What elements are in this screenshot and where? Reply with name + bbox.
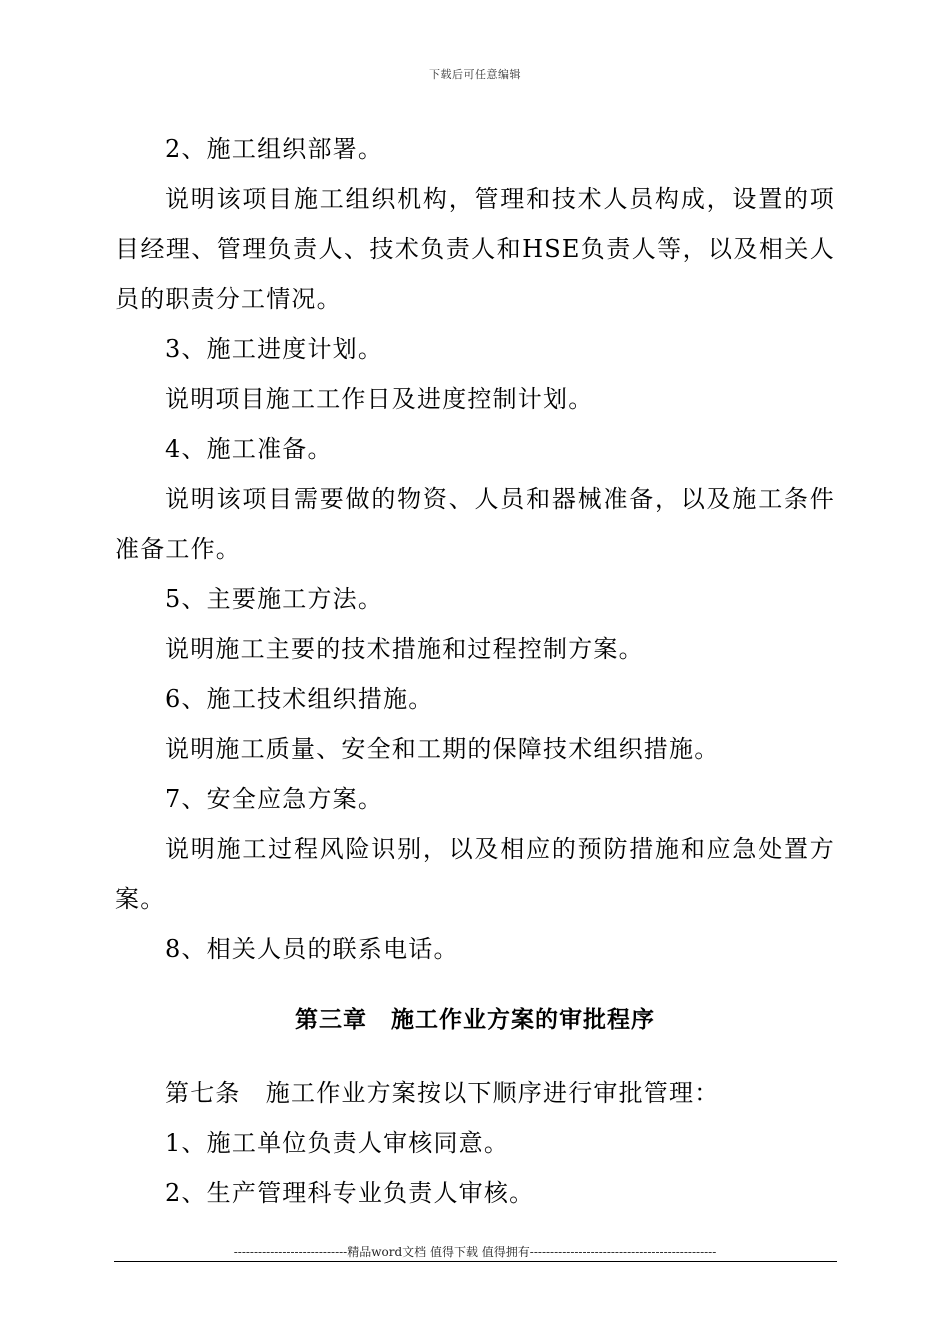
chapter-title: 第三章 施工作业方案的审批程序 xyxy=(295,1007,655,1033)
section-description-3: 说明项目施工工作日及进度控制计划。 xyxy=(165,385,594,413)
section-item-5: 5、主要施工方法。 xyxy=(165,585,384,613)
section-description-6: 说明施工质量、安全和工期的保障技术组织措施。 xyxy=(165,735,720,763)
footer-divider xyxy=(114,1261,837,1262)
section-item-4: 4、施工准备。 xyxy=(165,435,333,463)
section-item-6: 6、施工技术组织措施。 xyxy=(165,685,434,713)
section-item-3: 3、施工进度计划。 xyxy=(165,335,384,363)
approval-step-1: 1、施工单位负责人审核同意。 xyxy=(165,1129,510,1157)
page-header-note: 下载后可任意编辑 xyxy=(429,68,521,81)
approval-step-2: 2、生产管理科专业负责人审核。 xyxy=(165,1179,535,1207)
section-item-2: 2、施工组织部署。 xyxy=(165,135,384,163)
section-description-7: 说明施工过程风险识别，以及相应的预防措施和应急处置方案。 xyxy=(115,835,835,913)
page-footer-text: ----------------------------精品word文档 值得下载 值得拥有---------------------------------------------- xyxy=(233,1245,717,1259)
section-description-2: 说明该项目施工组织机构，管理和技术人员构成，设置的项目经理、管理负责人、技术负责人和HSE负责人等，以及相关人员的职责分工情况。 xyxy=(115,185,835,313)
section-description-4: 说明该项目需要做的物资、人员和器械准备，以及施工条件准备工作。 xyxy=(115,485,835,563)
section-item-8: 8、相关人员的联系电话。 xyxy=(165,935,459,963)
document-body xyxy=(115,124,835,1218)
section-description-5: 说明施工主要的技术措施和过程控制方案。 xyxy=(165,635,644,663)
article-seven: 第七条 施工作业方案按以下顺序进行审批管理： xyxy=(165,1079,720,1107)
section-item-7: 7、安全应急方案。 xyxy=(165,785,384,813)
